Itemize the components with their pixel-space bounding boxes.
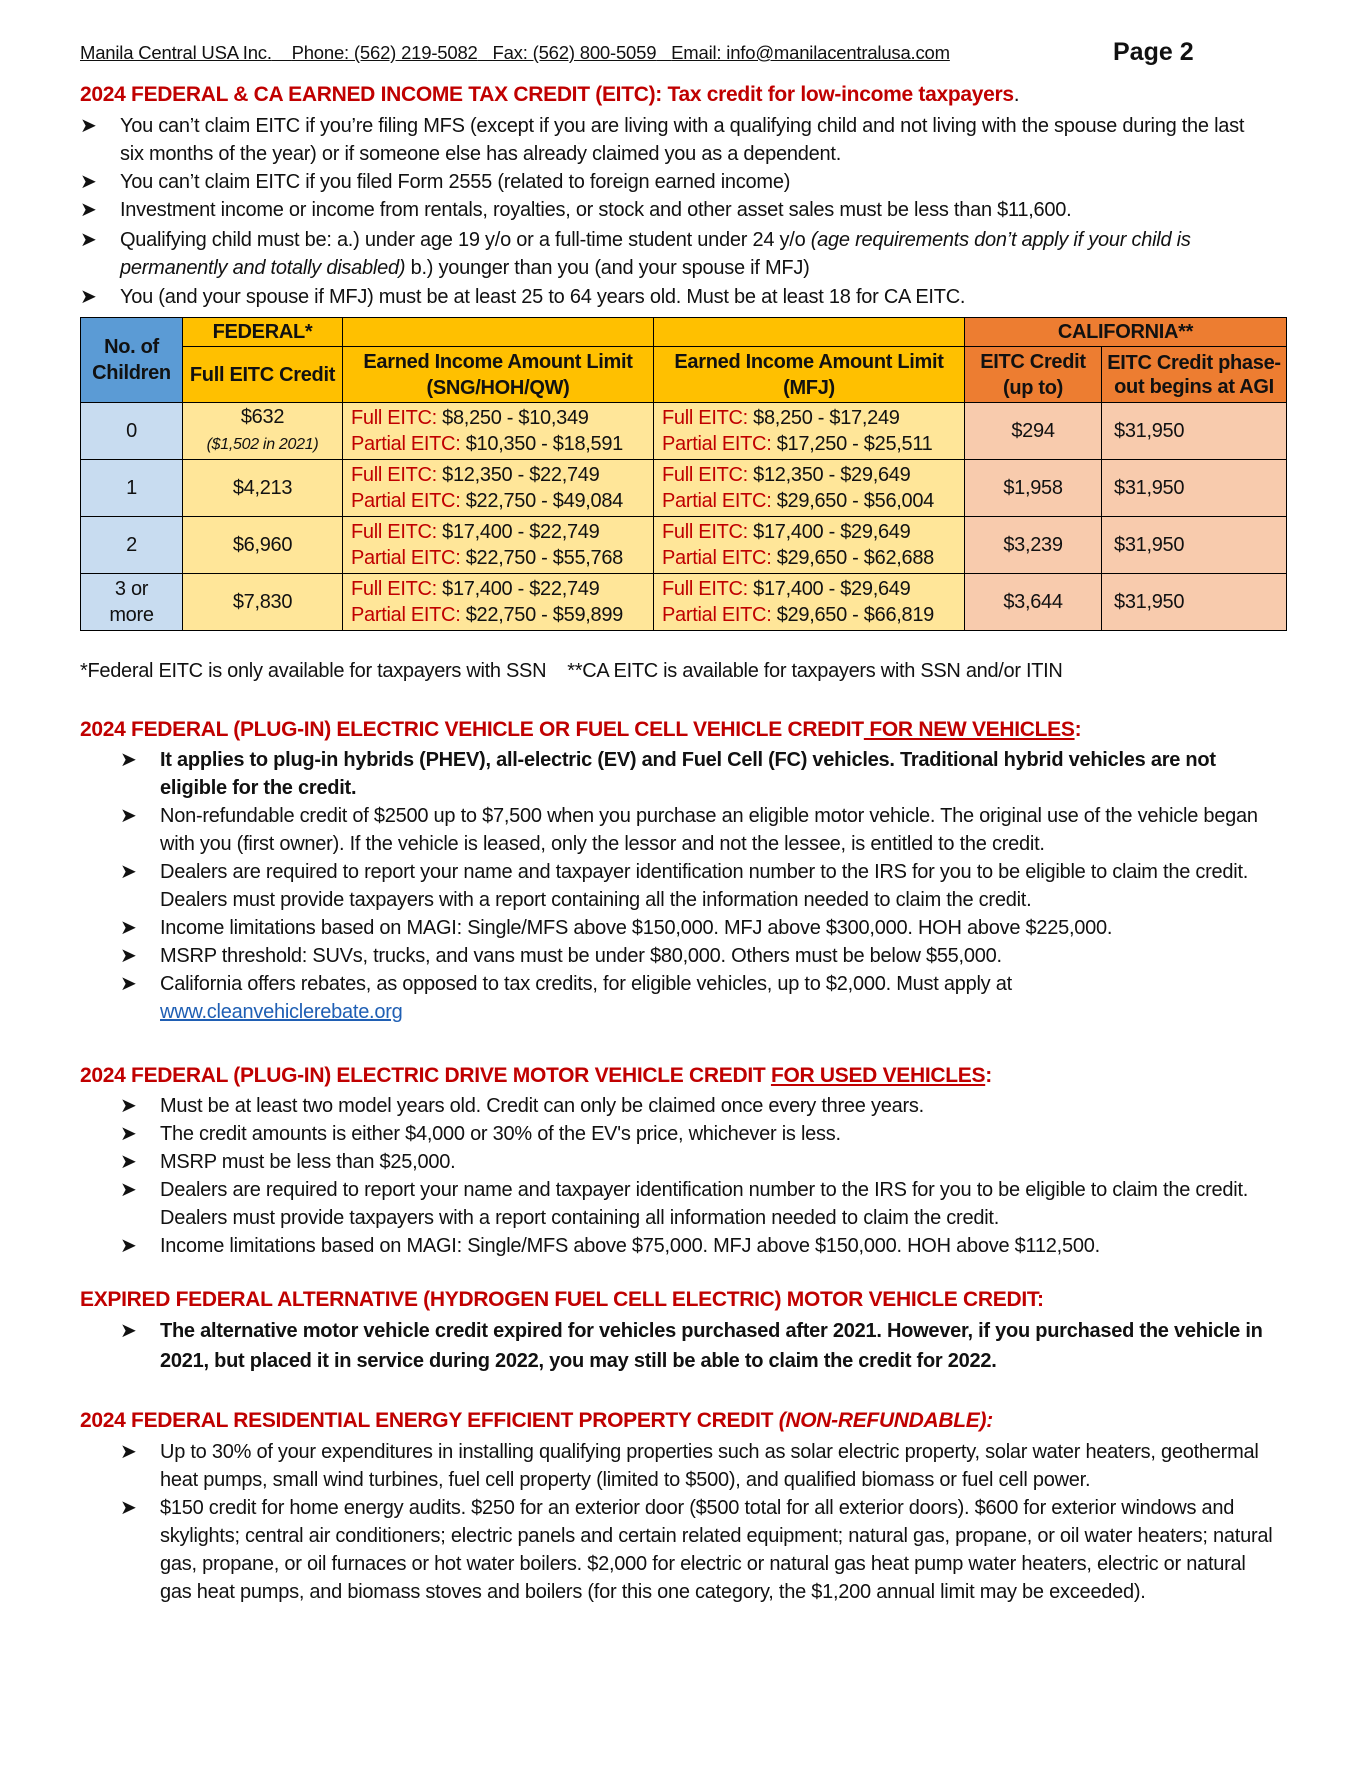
cell-text: $8,250 - $17,249 [747, 407, 900, 429]
full-label: Full EITC: [351, 464, 437, 486]
list-item [120, 970, 1280, 1026]
arrow-bullet-icon: ➤ [120, 1123, 137, 1145]
list-item [80, 196, 1260, 224]
bullet-text: Income limitations based on MAGI: Single/MFS above $75,000. MFJ above $150,000. HOH above $112,500. [160, 1235, 1100, 1257]
phone-text: Phone: (562) 219-5082 [291, 42, 478, 63]
arrow-bullet-icon: ➤ [80, 171, 97, 193]
list-item [120, 1120, 1280, 1148]
partial-label: Partial EITC: [351, 433, 461, 455]
col-full-credit-header: Full EITC Credit [183, 347, 343, 403]
page-number: Page 2 [1113, 38, 1194, 66]
arrow-bullet-icon: ➤ [80, 286, 97, 308]
ca-credit-cell: $1,958 [965, 460, 1102, 517]
partial-label: Partial EITC: [351, 490, 461, 512]
page-header [80, 40, 1280, 70]
ev-used-title-text: 2024 FEDERAL (PLUG-IN) ELECTRIC DRIVE MOTOR VEHICLE CREDIT [80, 1064, 771, 1087]
table-group-header-row [81, 318, 1287, 347]
partial-label: Partial EITC: [351, 604, 461, 626]
arrow-bullet-icon: ➤ [80, 199, 97, 221]
bullet-bold-text: It applies to plug-in hybrids (PHEV), all-electric (EV) and Fuel Cell (FC) vehicles. Traditional hybrid vehicles are not eligible for the credit. [160, 749, 1216, 799]
ev-new-bullets [120, 746, 1280, 1026]
list-item [120, 1438, 1280, 1494]
bullet-text: Must be at least two model years old. Credit can only be claimed once every three years. [160, 1095, 924, 1117]
expired-bullets [120, 1316, 1280, 1376]
cell-text: $17,400 - $29,649 [747, 578, 911, 600]
fax-text: Fax: (562) 800-5059 [492, 42, 657, 63]
table-footnote: *Federal EITC is only available for taxpayers with SSN **CA EITC is available for taxpayers with SSN and/or ITIN [80, 660, 1063, 682]
list-item [120, 1494, 1280, 1606]
bullet-text: Qualifying child must be: a.) under age 19 y/o or a full-time student under 24 y/o [120, 229, 811, 251]
ca-phaseout-cell: $31,950 [1102, 517, 1287, 574]
list-item [120, 1316, 1280, 1376]
arrow-bullet-icon: ➤ [120, 749, 137, 771]
header-text: Earned Income Amount Limit [674, 350, 944, 373]
col-mfj-limit-header [654, 347, 965, 403]
list-item [80, 226, 1260, 282]
ev-new-title-underlined: FOR NEW VEHICLES [863, 718, 1075, 741]
residential-bullets [120, 1438, 1280, 1606]
bullet-text: MSRP threshold: SUVs, trucks, and vans must be under $80,000. Others must be below $55,000. [160, 945, 1002, 967]
ca-credit-cell: $294 [965, 403, 1102, 460]
ev-new-title-colon: : [1074, 718, 1082, 741]
table-row [81, 517, 1287, 574]
bullet-text: Income limitations based on MAGI: Single/MFS above $150,000. MFJ above $300,000. HOH above $225,000. [160, 917, 1113, 939]
arrow-bullet-icon: ➤ [120, 1179, 137, 1201]
header-text: Earned Income Amount Limit [363, 350, 633, 373]
list-item [80, 168, 1260, 196]
children-cell: 3 or more [81, 574, 183, 631]
sng-limit-cell [343, 574, 654, 631]
full-credit-cell [183, 403, 343, 460]
list-item [120, 1092, 1280, 1120]
eitc-title-period: . [1013, 83, 1020, 106]
cell-text: $22,750 - $55,768 [460, 547, 623, 569]
arrow-bullet-icon: ➤ [120, 1235, 137, 1257]
table-row [81, 574, 1287, 631]
cell-text: $29,650 - $62,688 [771, 547, 934, 569]
ev-new-title-text: 2024 FEDERAL (PLUG-IN) ELECTRIC VEHICLE OR FUEL CELL VEHICLE CREDIT [80, 718, 864, 741]
table-row [81, 460, 1287, 517]
full-label: Full EITC: [662, 578, 748, 600]
cell-text: $22,750 - $59,899 [460, 604, 623, 626]
residential-title-text: 2024 FEDERAL RESIDENTIAL ENERGY EFFICIENT PROPERTY CREDIT [80, 1409, 779, 1432]
partial-label: Partial EITC: [662, 547, 772, 569]
eitc-table [80, 317, 1287, 631]
col-ca-credit-header: EITC Credit (up to) [965, 347, 1102, 403]
list-item [120, 942, 1280, 970]
mfj-limit-cell [654, 460, 965, 517]
bullet-text: b.) younger than you (and your spouse if MFJ) [405, 257, 810, 279]
email-text: Email: info@manilacentralusa.com [671, 42, 950, 63]
cell-text: $632 [240, 406, 285, 428]
cell-text: $17,400 - $22,749 [436, 521, 600, 543]
sng-limit-cell [343, 460, 654, 517]
bullet-text: MSRP must be less than $25,000. [160, 1151, 456, 1173]
list-item [120, 914, 1280, 942]
arrow-bullet-icon: ➤ [80, 115, 97, 137]
bullet-text: You can’t claim EITC if you filed Form 2555 (related to foreign earned income) [120, 171, 791, 193]
cell-text: $17,400 - $29,649 [747, 521, 911, 543]
full-label: Full EITC: [351, 578, 437, 600]
arrow-bullet-icon: ➤ [120, 1151, 137, 1173]
ev-new-title [80, 718, 1081, 742]
bullet-italic-text: (age requirements don’t apply if your child is permanently and totally disabled) [120, 229, 1191, 279]
eitc-title-text: 2024 FEDERAL & CA EARNED INCOME TAX CREDIT (EITC): Tax credit for low-income taxpayers [80, 83, 1014, 106]
cell-text: $22,750 - $49,084 [460, 490, 623, 512]
arrow-bullet-icon: ➤ [120, 1095, 137, 1117]
partial-label: Partial EITC: [662, 604, 772, 626]
arrow-bullet-icon: ➤ [120, 1320, 137, 1342]
cell-text: $17,400 - $22,749 [436, 578, 600, 600]
bullet-bold-text: The alternative motor vehicle credit expired for vehicles purchased after 2021. However, if you purchased the vehicle in 2021, but placed it in service during 2022, you may still be able to claim the credit for 2022. [160, 1320, 1263, 1372]
full-label: Full EITC: [662, 407, 748, 429]
list-item [120, 746, 1280, 802]
full-credit-cell: $6,960 [183, 517, 343, 574]
federal-header-spacer [654, 318, 965, 347]
table-row [81, 403, 1287, 460]
partial-label: Partial EITC: [662, 433, 772, 455]
bullet-text: Dealers are required to report your name and taxpayer identification number to the IRS for you to be eligible to claim the credit. Dealers must provide taxpayers with a report containing all the information needed to claim the credit. [160, 861, 1249, 911]
header-text: (MFJ) [783, 376, 835, 399]
arrow-bullet-icon: ➤ [120, 973, 137, 995]
bullet-text: $150 credit for home energy audits. $250 for an exterior door ($500 total for all exterior doors). $600 for exterior windows and skylights; central air conditioners; electric panels and certain related equipment; natural gas, propane, or oil water heaters; natural gas, propane, or oil furnaces or hot water boilers. $2,000 for electric or natural gas heat pump water heaters, electric or natural gas heat pumps, and biomass stoves and boilers (for this one category, the $1,200 annual limit may be exceeded). [160, 1497, 1273, 1603]
credit-note: ($1,502 in 2021) [206, 436, 319, 453]
col-sng-limit-header [343, 347, 654, 403]
eitc-bullets [80, 112, 1260, 311]
full-label: Full EITC: [662, 521, 748, 543]
children-cell: 2 [81, 517, 183, 574]
arrow-bullet-icon: ➤ [120, 861, 137, 883]
bullet-text: You (and your spouse if MFJ) must be at least 25 to 64 years old. Must be at least 18 for CA EITC. [120, 286, 966, 308]
col-children-header: No. of Children [81, 318, 183, 403]
arrow-bullet-icon: ➤ [80, 229, 97, 251]
list-item [120, 1232, 1280, 1260]
arrow-bullet-icon: ➤ [120, 805, 137, 827]
residential-title-italic: (NON-REFUNDABLE): [778, 1409, 993, 1432]
full-credit-cell: $4,213 [183, 460, 343, 517]
bullet-text: Dealers are required to report your name and taxpayer identification number to the IRS for you to be eligible to claim the credit. Dealers must provide taxpayers with a report containing all information needed to claim the credit. [160, 1179, 1249, 1229]
rebate-link[interactable]: www.cleanvehiclerebate.org [160, 1001, 403, 1023]
expired-title: EXPIRED FEDERAL ALTERNATIVE (HYDROGEN FUEL CELL ELECTRIC) MOTOR VEHICLE CREDIT: [80, 1288, 1044, 1311]
mfj-limit-cell [654, 517, 965, 574]
ev-used-bullets [120, 1092, 1280, 1260]
residential-title [80, 1409, 993, 1433]
cell-text: $29,650 - $66,819 [771, 604, 934, 626]
bullet-text: The credit amounts is either $4,000 or 30% of the EV's price, whichever is less. [160, 1123, 841, 1145]
contact-line [80, 42, 950, 64]
ev-used-title [80, 1064, 992, 1088]
federal-header: FEDERAL* [183, 318, 343, 347]
children-cell: 1 [81, 460, 183, 517]
cell-text: $8,250 - $10,349 [436, 407, 589, 429]
bullet-text: Non-refundable credit of $2500 up to $7,500 when you purchase an eligible motor vehicle. The original use of the vehicle began with you (first owner). If the vehicle is leased, only the lessor and not the lessee, is entitled to the credit. [160, 805, 1258, 855]
full-label: Full EITC: [351, 407, 437, 429]
ev-used-title-underlined: FOR USED VEHICLES [770, 1064, 986, 1087]
california-header: CALIFORNIA** [965, 318, 1287, 347]
mfj-limit-cell [654, 403, 965, 460]
bullet-text: You can’t claim EITC if you’re filing MFS (except if you are living with a qualifying child and not living with the spouse during the last six months of the year) or if someone else has already claimed you as a dependent. [120, 115, 1245, 165]
full-label: Full EITC: [662, 464, 748, 486]
cell-text: $12,350 - $29,649 [747, 464, 911, 486]
arrow-bullet-icon: ➤ [120, 1497, 137, 1519]
bullet-text: Up to 30% of your expenditures in installing qualifying properties such as solar electric property, solar water heaters, geothermal heat pumps, small wind turbines, fuel cell property (limited to $500), and qualified biomass or fuel cell power. [160, 1441, 1259, 1491]
full-credit-cell: $7,830 [183, 574, 343, 631]
company-name: Manila Central USA Inc. [80, 42, 272, 63]
partial-label: Partial EITC: [351, 547, 461, 569]
list-item [120, 1148, 1280, 1176]
list-item [120, 858, 1280, 914]
cell-text: $17,250 - $25,511 [771, 433, 933, 455]
sng-limit-cell [343, 403, 654, 460]
bullet-text: Investment income or income from rentals, royalties, or stock and other asset sales must be less than $11,600. [120, 199, 1072, 221]
full-label: Full EITC: [351, 521, 437, 543]
ca-credit-cell: $3,644 [965, 574, 1102, 631]
ca-phaseout-cell: $31,950 [1102, 574, 1287, 631]
arrow-bullet-icon: ➤ [120, 945, 137, 967]
partial-label: Partial EITC: [662, 490, 772, 512]
ca-phaseout-cell: $31,950 [1102, 460, 1287, 517]
list-item [120, 802, 1280, 858]
table-header-row [81, 347, 1287, 403]
list-item [80, 283, 1260, 311]
cell-text: $12,350 - $22,749 [436, 464, 600, 486]
header-text: (SNG/HOH/QW) [426, 376, 570, 399]
list-item [120, 1176, 1280, 1232]
children-cell: 0 [81, 403, 183, 460]
mfj-limit-cell [654, 574, 965, 631]
col-ca-phaseout-header: EITC Credit phase-out begins at AGI [1102, 347, 1287, 403]
arrow-bullet-icon: ➤ [120, 917, 137, 939]
ca-credit-cell: $3,239 [965, 517, 1102, 574]
ca-phaseout-cell: $31,950 [1102, 403, 1287, 460]
federal-header-spacer [343, 318, 654, 347]
list-item [80, 112, 1260, 168]
cell-text: $10,350 - $18,591 [460, 433, 623, 455]
ev-used-title-colon: : [985, 1064, 992, 1087]
bullet-text: California offers rebates, as opposed to tax credits, for eligible vehicles, up to $2,000. Must apply at [160, 973, 1012, 995]
sng-limit-cell [343, 517, 654, 574]
cell-text: $29,650 - $56,004 [771, 490, 934, 512]
arrow-bullet-icon: ➤ [120, 1441, 137, 1463]
eitc-title [80, 83, 1019, 107]
